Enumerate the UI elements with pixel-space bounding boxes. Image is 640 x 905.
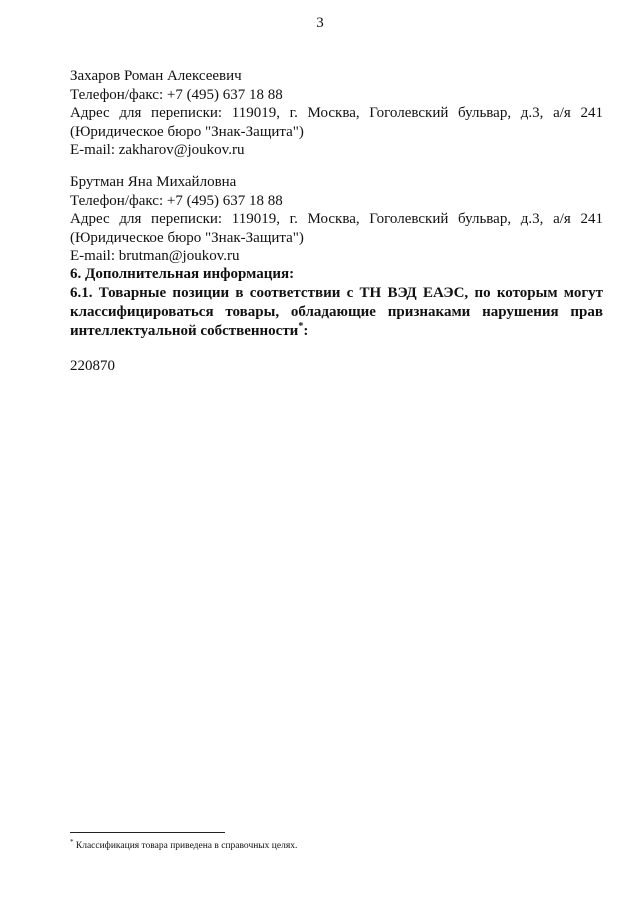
contact-organization: (Юридическое бюро "Знак-Защита") (70, 229, 304, 246)
contact-block-brutman (70, 173, 603, 266)
contact-address: Адрес для переписки: 119019, г. Москва, Гоголевский бульвар, д.3, а/я 241 (70, 211, 603, 227)
tn-ved-code: 220870 (70, 358, 115, 374)
contact-email: E-mail: brutman@joukov.ru (70, 248, 240, 264)
contact-block-zakharov (70, 67, 603, 160)
footnote-text: Классификация товара приведена в справочных целях. (75, 841, 298, 851)
contact-phone: Телефон/факс: +7 (495) 637 18 88 (70, 86, 283, 103)
page-number: 3 (316, 15, 324, 31)
section-subheading (70, 284, 603, 341)
footnote (70, 837, 298, 852)
subheading-text: 6.1. Товарные позиции в соответствии с ТН ВЭД ЕАЭС, по которым могут классифицироваться товары, обладающие признаками нарушения прав интеллектуальной собственности (70, 285, 603, 339)
subheading-suffix: : (303, 323, 309, 339)
section-heading: 6. Дополнительная информация: (70, 266, 295, 282)
footnote-reference: * (298, 321, 304, 332)
footnote-marker: * (70, 837, 74, 846)
footnote-divider (70, 832, 225, 833)
contact-email: E-mail: zakharov@joukov.ru (70, 142, 245, 158)
contact-address: Адрес для переписки: 119019, г. Москва, Гоголевский бульвар, д.3, а/я 241 (70, 105, 603, 121)
contact-organization: (Юридическое бюро "Знак-Защита") (70, 123, 304, 140)
contact-name: Захаров Роман Алексеевич (70, 68, 242, 84)
contact-name: Брутман Яна Михайловна (70, 174, 237, 190)
additional-info-section (70, 265, 603, 341)
contact-phone: Телефон/факс: +7 (495) 637 18 88 (70, 192, 283, 209)
